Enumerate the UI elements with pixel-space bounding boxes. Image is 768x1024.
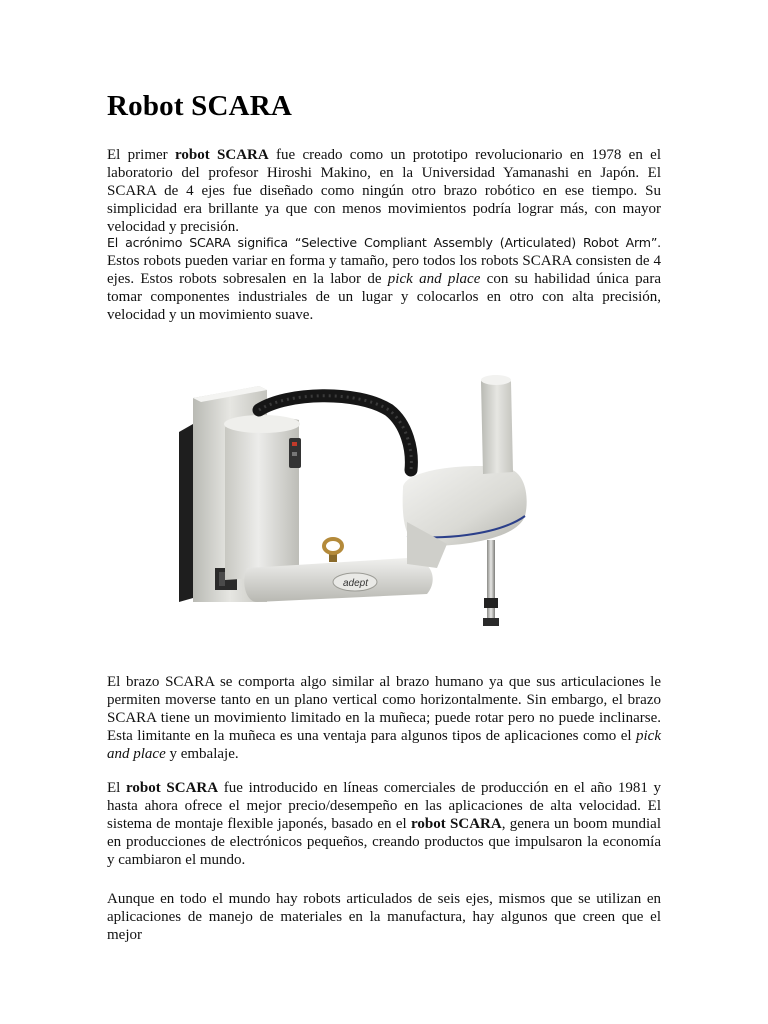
p4-text-c: fue introducido en líneas comerciales de producción en el año 1981 y hasta ahora ofrece el mejor precio/desempeño en las aplicaciones de alta velocidad. El sistema de montaje flexible japonés, basado en el bbox=[107, 780, 661, 832]
p3-text-a: El brazo SCARA se comporta algo similar al brazo humano ya que sus articulaciones le permiten moverse tanto en un plano vertical como horizontalmente. Sin embargo, el brazo SCARA tiene un movimiento limitado en la muñeca; puede rotar pero no puede inclinarse. Esta limitante en la muñeca es una ventaja para algunos tipos de aplicaciones como el bbox=[107, 674, 661, 744]
paragraph-intro bbox=[107, 146, 661, 236]
p5-text-a: Aunque en todo el mundo hay robots articulados de seis ejes, mismos que se utilizan en aplicaciones de manejo de materiales en la manufactura, hay algunos que creen que el mejor bbox=[107, 891, 661, 943]
paragraph-behavior bbox=[107, 673, 661, 763]
p2-text-d: con su habilidad única para tomar componentes industriales de un lugar y colocarlos en otro con alta precisión, velocidad y un movimiento suave. bbox=[107, 271, 661, 323]
p2-acronym-sentence: El acrónimo SCARA significa “Selective Compliant Assembly (Articulated) Robot Arm”. bbox=[107, 235, 661, 250]
p3-text-c: y embalaje. bbox=[165, 746, 239, 762]
p4-bold-term-2: robot SCARA bbox=[410, 816, 502, 832]
p2-text-b: Estos robots pueden variar en forma y tamaño, pero todos los robots SCARA consisten de 4 ejes. Estos robots sobresalen en la labor de bbox=[107, 253, 661, 287]
p1-bold-term: robot SCARA bbox=[174, 147, 269, 163]
paragraph-acronym bbox=[107, 234, 661, 324]
p1-text-a: El primer bbox=[107, 147, 175, 163]
brand-logo: adept bbox=[343, 578, 369, 589]
p4-bold-term-1: robot SCARA bbox=[126, 780, 219, 796]
p1-text-c: fue creado como un prototipo revolucionario en 1978 en el laboratorio del profesor Hiroshi Makino, en la Universidad Yamanashi en Japón. El SCARA de 4 ejes fue diseñado como ningún otro brazo robótico en ese tiempo. Su simplicidad era brillante ya que con menos movimientos podría lograr más, con mayor velocidad y precisión. bbox=[107, 147, 661, 235]
paragraph-history bbox=[107, 779, 661, 869]
page-title: Robot SCARA bbox=[107, 90, 293, 122]
robot-quill-shaft bbox=[483, 540, 499, 626]
robot-back-panel bbox=[179, 424, 193, 602]
p4-text-a: El bbox=[107, 780, 127, 796]
robot-shoulder bbox=[224, 415, 301, 580]
scara-robot-image bbox=[107, 340, 577, 660]
p2-italic-term: pick and place bbox=[387, 271, 481, 287]
robot-z-column bbox=[481, 375, 513, 474]
p3-italic-term: pick and place bbox=[107, 728, 661, 762]
robot-elbow-head bbox=[403, 466, 527, 568]
paragraph-six-axis bbox=[107, 890, 661, 944]
p4-text-e: , genera un boom mundial en producciones de electrónicos pequeños, creando productos que impulsaron la economía y cambiaron el mundo. bbox=[107, 816, 661, 868]
